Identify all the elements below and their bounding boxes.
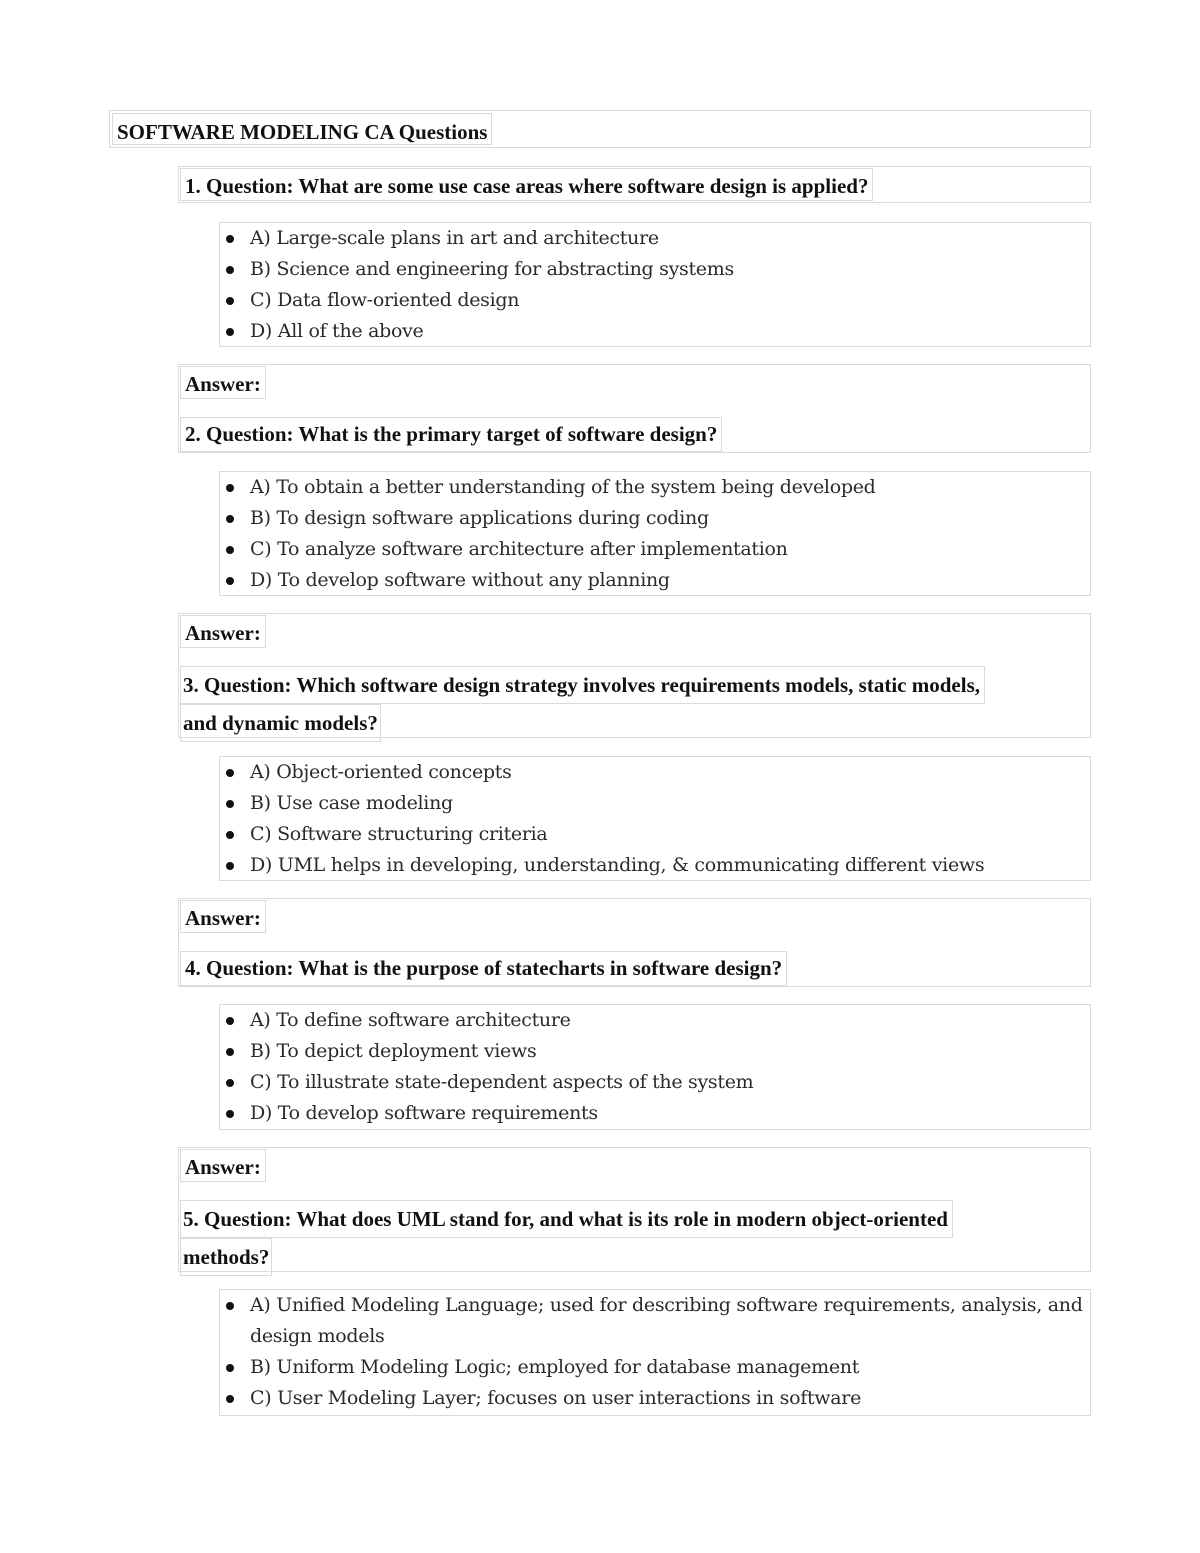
list-item: C) To analyze software architecture after implementation	[220, 534, 1090, 565]
question-5-line-2: methods?	[180, 1238, 272, 1276]
document-title: SOFTWARE MODELING CA Questions	[112, 113, 492, 145]
question-4-options	[219, 1004, 1091, 1130]
question-3-text	[180, 666, 1085, 742]
list-item: D) UML helps in developing, understanding, & communicating different views	[220, 850, 1090, 881]
answer-question-2-block	[178, 364, 1091, 453]
list-item: D) To develop software requirements	[220, 1098, 1090, 1129]
question-3-options	[219, 756, 1091, 881]
list-item: B) Use case modeling	[220, 788, 1090, 819]
question-1-options	[219, 222, 1091, 347]
list-item: D) All of the above	[220, 316, 1090, 347]
answer-question-3-block	[178, 613, 1091, 738]
question-4-text: 4. Question: What is the purpose of statecharts in software design?	[180, 951, 787, 986]
question-1-text: 1. Question: What are some use case areas where software design is applied?	[180, 168, 873, 201]
list-item: C) User Modeling Layer; focuses on user interactions in software	[220, 1383, 1090, 1414]
question-5-options	[219, 1289, 1091, 1416]
list-item: A) Object-oriented concepts	[220, 757, 1090, 788]
list-item: A) Large-scale plans in art and architecture	[220, 223, 1090, 254]
answer-question-4-block	[178, 898, 1091, 987]
question-3-line-1: 3. Question: Which software design strategy involves requirements models, static models,	[180, 666, 985, 704]
question-1-block	[178, 166, 1091, 203]
list-item: D) To develop software without any planning	[220, 565, 1090, 596]
list-item: C) To illustrate state-dependent aspects of the system	[220, 1067, 1090, 1098]
question-2-options	[219, 471, 1091, 596]
list-item: A) To define software architecture	[220, 1005, 1090, 1036]
list-item: B) To design software applications during coding	[220, 503, 1090, 534]
list-item: B) To depict deployment views	[220, 1036, 1090, 1067]
list-item: A) To obtain a better understanding of the system being developed	[220, 472, 1090, 503]
list-item: A) Unified Modeling Language; used for describing software requirements, analysis, and design models	[220, 1290, 1090, 1352]
answer-label: Answer:	[180, 900, 266, 933]
question-2-text: 2. Question: What is the primary target of software design?	[180, 417, 722, 452]
answer-question-5-block	[178, 1147, 1091, 1272]
answer-label: Answer:	[180, 1149, 266, 1182]
list-item: C) Software structuring criteria	[220, 819, 1090, 850]
answer-label: Answer:	[180, 366, 266, 399]
list-item: B) Science and engineering for abstracting systems	[220, 254, 1090, 285]
question-5-line-1: 5. Question: What does UML stand for, and what is its role in modern object-oriented	[180, 1200, 953, 1238]
question-3-line-2: and dynamic models?	[180, 704, 381, 742]
document-title-block	[109, 110, 1091, 148]
question-5-text	[180, 1200, 1050, 1276]
list-item: C) Data flow-oriented design	[220, 285, 1090, 316]
list-item: B) Uniform Modeling Logic; employed for database management	[220, 1352, 1090, 1383]
answer-label: Answer:	[180, 615, 266, 648]
